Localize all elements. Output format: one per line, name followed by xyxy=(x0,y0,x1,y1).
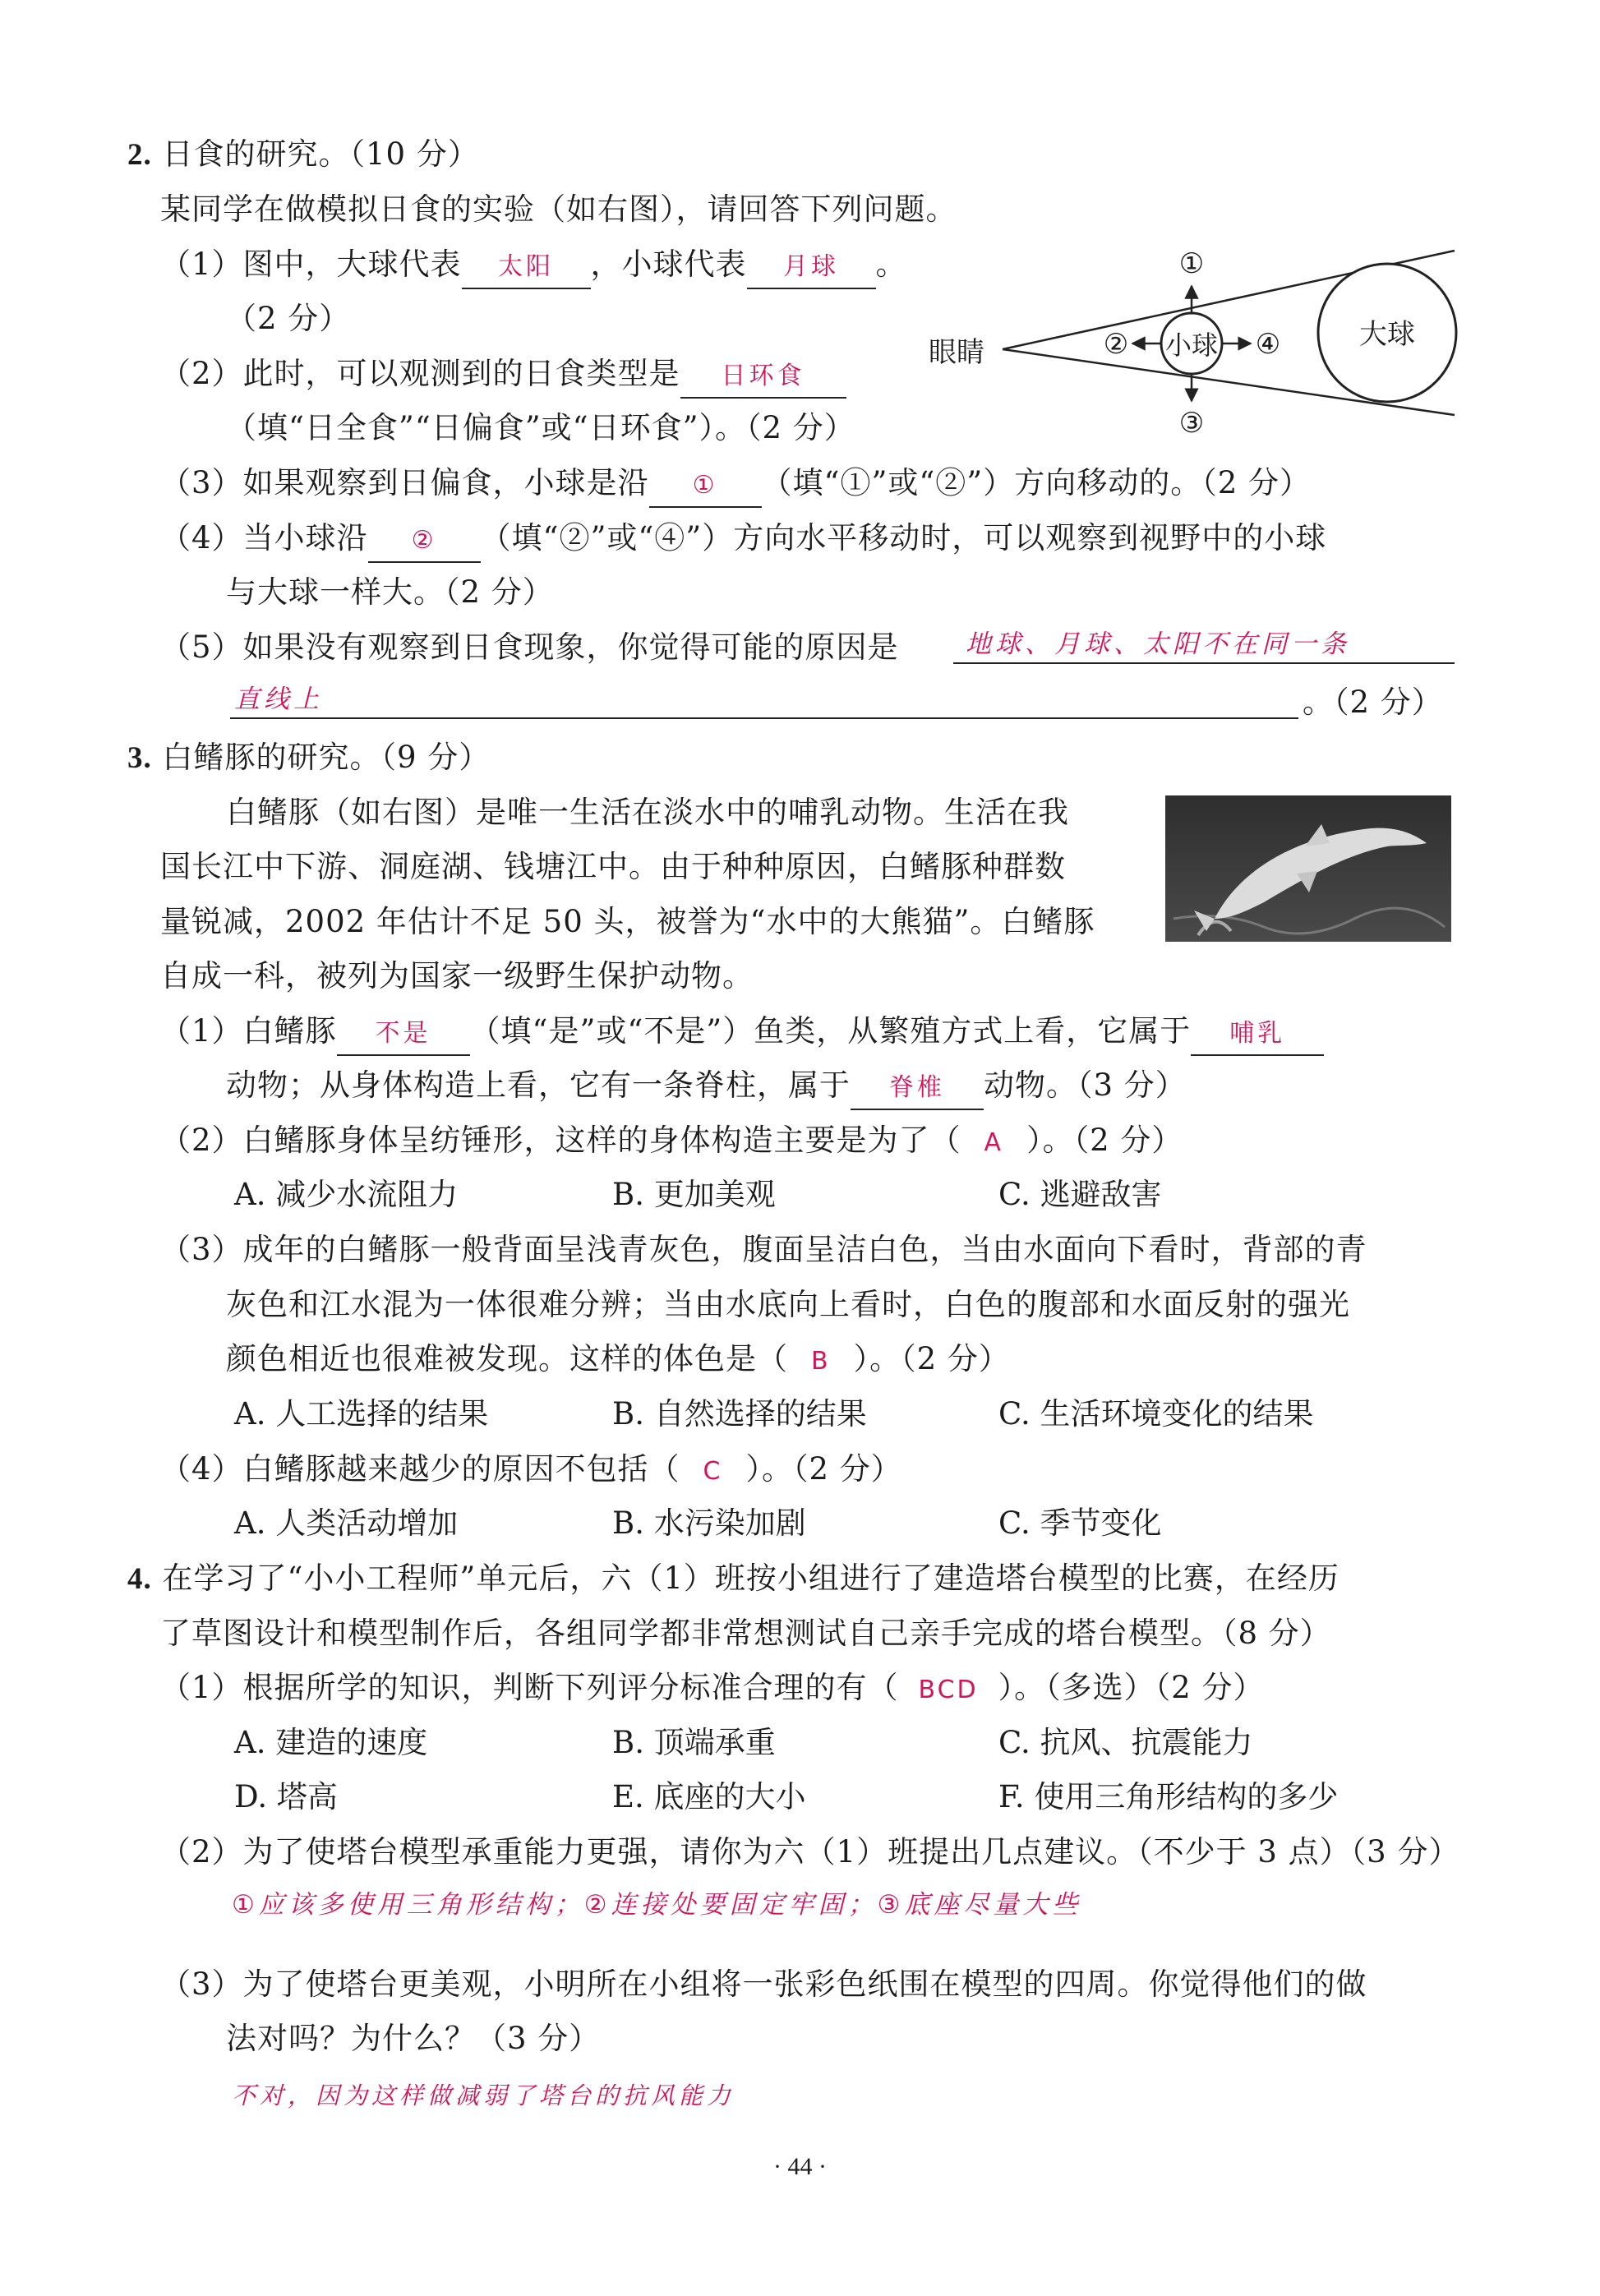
q2-part3-hint: （填“①”或“②”）方向移动的。（2 分） xyxy=(761,465,1312,500)
q4-part2-question: （2）为了使塔台模型承重能力更强，请你为六（1）班提出几点建议。（不少于 3 点）（3 分） xyxy=(160,1834,1460,1870)
q4-part1 xyxy=(160,1667,1264,1711)
q2-part4-answer: ② xyxy=(368,520,481,563)
dolphin-photo xyxy=(1165,795,1451,942)
eclipse-diagram xyxy=(912,238,1471,452)
q3-part1-answer2: 哺乳 xyxy=(1191,1013,1324,1056)
q4-part2-answer: ①应该多使用三角形结构；②连接处要固定牢固；③底座尽量大些 xyxy=(232,1890,1082,1920)
q2-title: 日食的研究。（10 分） xyxy=(162,136,479,172)
q4-option-b: B. 顶端承重 xyxy=(612,1725,776,1760)
q3-part2-answer: A xyxy=(984,1128,1004,1157)
q3-part4-option-c: C. 季节变化 xyxy=(998,1505,1162,1541)
q2-part4-line2: 与大球一样大。（2 分） xyxy=(226,574,554,610)
q3-para-line1: 白鳍豚（如右图）是唯一生活在淡水中的哺乳动物。生活在我 xyxy=(226,795,1069,830)
q4-intro-text1: 在学习了“小小工程师”单元后，六（1）班按小组进行了建造塔台模型的比赛，在经历 xyxy=(162,1561,1339,1596)
q3-part1-answer3: 脊椎 xyxy=(851,1067,984,1110)
eye-label: 眼睛 xyxy=(929,336,984,369)
q3-part1-answer1: 不是 xyxy=(337,1013,470,1056)
q2-part1-answer1: 太阳 xyxy=(462,247,591,289)
q2-part5-answer1: 地球、月球、太阳不在同一条 xyxy=(966,629,1350,659)
page-number: · 44 · xyxy=(773,2153,827,2180)
q2-part4-hint: （填“②”或“④”）方向水平移动时，可以观察到视野中的小球 xyxy=(480,520,1327,556)
q4-intro-line2: 了草图设计和模型制作后，各组同学都非常想测试自己亲手完成的塔台模型。（8 分） xyxy=(160,1616,1331,1651)
q2-part4 xyxy=(160,518,1326,563)
q4-option-a: A. 建造的速度 xyxy=(234,1725,428,1760)
q2-title-line xyxy=(127,134,479,176)
q4-option-e: E. 底座的大小 xyxy=(612,1779,806,1814)
q4-option-f: F. 使用三角形结构的多少 xyxy=(998,1779,1339,1814)
q3-number: 3. xyxy=(127,741,152,775)
q4-intro-line1 xyxy=(127,1558,1339,1600)
q2-part2-answer: 日环食 xyxy=(680,356,846,399)
q3-part4-text: （4）白鳍豚越来越少的原因不包括（ xyxy=(160,1451,680,1487)
q3-part1-text: （1）白鳍豚 xyxy=(160,1013,337,1049)
q4-part1-end: ）。（多选）（2 分） xyxy=(998,1670,1265,1705)
q2-part5-score: 。（2 分） xyxy=(1303,685,1443,720)
q3-part3-line3 xyxy=(226,1339,1010,1382)
q3-part1-line2 xyxy=(226,1065,1187,1110)
q3-part3-option-b: B. 自然选择的结果 xyxy=(612,1396,867,1432)
q3-part4-option-b: B. 水污染加剧 xyxy=(612,1505,806,1541)
q2-part1-score: （2 分） xyxy=(226,301,351,336)
q3-part2-option-b: B. 更加美观 xyxy=(612,1177,776,1212)
q4-option-c: C. 抗风、抗震能力 xyxy=(998,1725,1253,1760)
q3-part4-option-a: A. 人类活动增加 xyxy=(234,1505,459,1541)
q3-part2-option-c: C. 逃避敌害 xyxy=(998,1177,1162,1212)
big-ball-label: 大球 xyxy=(1359,318,1415,351)
q2-part1-answer2: 月球 xyxy=(747,247,876,289)
q2-part1 xyxy=(160,244,907,289)
q3-part1 xyxy=(160,1011,1324,1056)
direction-3-label: ③ xyxy=(1178,407,1205,440)
q2-part5-answer2: 直线上 xyxy=(234,685,323,714)
q2-intro: 某同学在做模拟日食的实验（如右图），请回答下列问题。 xyxy=(160,191,957,227)
q3-part1-end: 动物。（3 分） xyxy=(984,1067,1187,1103)
q4-number: 4. xyxy=(127,1562,152,1596)
q3-part2-option-a: A. 减少水流阻力 xyxy=(234,1177,459,1212)
q2-part2-text: （2）此时，可以观测到的日食类型是 xyxy=(160,356,680,391)
q3-part4-end: ）。（2 分） xyxy=(745,1451,902,1487)
q2-part1-end: 。 xyxy=(875,247,907,282)
q3-part3-answer: B xyxy=(811,1347,831,1376)
q2-part2-hint: （填“日全食”“日偏食”或“日环食”）。（2 分） xyxy=(226,410,855,445)
q3-part2-text: （2）白鳍豚身体呈纺锤形，这样的身体构造主要是为了（ xyxy=(160,1123,961,1158)
q3-part3-option-a: A. 人工选择的结果 xyxy=(234,1396,489,1432)
q2-part1-text2: ，小球代表 xyxy=(590,247,747,282)
q3-part4 xyxy=(160,1449,902,1492)
q3-part3-end: ）。（2 分） xyxy=(853,1341,1010,1376)
q3-title-line xyxy=(127,737,490,779)
q3-part1-text2: （填“是”或“不是”）鱼类，从繁殖方式上看，它属于 xyxy=(469,1013,1192,1049)
q3-part3-line1: （3）成年的白鳍豚一般背面呈浅青灰色，腹面呈洁白色，当由水面向下看时，背部的青 xyxy=(160,1232,1367,1267)
q3-part2-end: ）。（2 分） xyxy=(1026,1123,1183,1158)
q2-part2 xyxy=(160,353,846,399)
q2-number: 2. xyxy=(127,138,152,172)
q2-part5-answer-line2 xyxy=(230,717,1298,719)
q2-part5 xyxy=(160,627,899,668)
q2-part5-text: （5）如果没有观察到日食现象，你觉得可能的原因是 xyxy=(160,629,899,665)
q3-para-line2: 国长江中下游、洞庭湖、钱塘江中。由于种种原因，白鳍豚种群数 xyxy=(160,849,1066,884)
q4-option-d: D. 塔高 xyxy=(234,1779,338,1814)
small-ball-label: 小球 xyxy=(1164,330,1219,361)
q3-para-line3: 量锐减，2002 年估计不足 50 头，被誉为“水中的大熊猫”。白鳍豚 xyxy=(160,904,1095,939)
q4-part1-text: （1）根据所学的知识，判断下列评分标准合理的有（ xyxy=(160,1670,899,1705)
q3-part3-option-c: C. 生活环境变化的结果 xyxy=(998,1396,1314,1432)
q2-part1-text: （1）图中，大球代表 xyxy=(160,247,462,282)
direction-2-label: ② xyxy=(1103,328,1129,361)
q2-part3-answer: ① xyxy=(649,465,762,508)
direction-1-label: ① xyxy=(1178,247,1205,280)
q2-part3-text: （3）如果观察到日偏食，小球是沿 xyxy=(160,465,649,500)
q3-part1-text3: 动物；从身体构造上看，它有一条脊柱，属于 xyxy=(226,1067,851,1103)
q3-title: 白鳍豚的研究。（9 分） xyxy=(162,740,491,775)
q4-part3-line2: 法对吗？为什么？（3 分） xyxy=(226,2021,601,2056)
q3-part2 xyxy=(160,1120,1183,1164)
q3-para-line4: 自成一科，被列为国家一级野生保护动物。 xyxy=(160,958,754,994)
q4-part3-answer: 不对，因为这样做减弱了塔台的抗风能力 xyxy=(232,2082,735,2109)
q4-part3-line1: （3）为了使塔台更美观，小明所在小组将一张彩色纸围在模型的四周。你觉得他们的做 xyxy=(160,1966,1367,2002)
q4-part1-answer: BCD xyxy=(918,1676,979,1704)
q2-part4-text: （4）当小球沿 xyxy=(160,520,368,556)
q3-part3-text: 颜色相近也很难被发现。这样的体色是（ xyxy=(226,1341,788,1376)
q2-part5-answer-line1 xyxy=(953,662,1455,664)
q2-part3 xyxy=(160,463,1311,508)
q3-part4-answer: C xyxy=(703,1457,723,1486)
direction-4-label: ④ xyxy=(1255,328,1281,361)
q3-part3-line2: 灰色和江水混为一体很难分辨；当由水底向上看时，白色的腹部和水面反射的强光 xyxy=(226,1287,1350,1322)
